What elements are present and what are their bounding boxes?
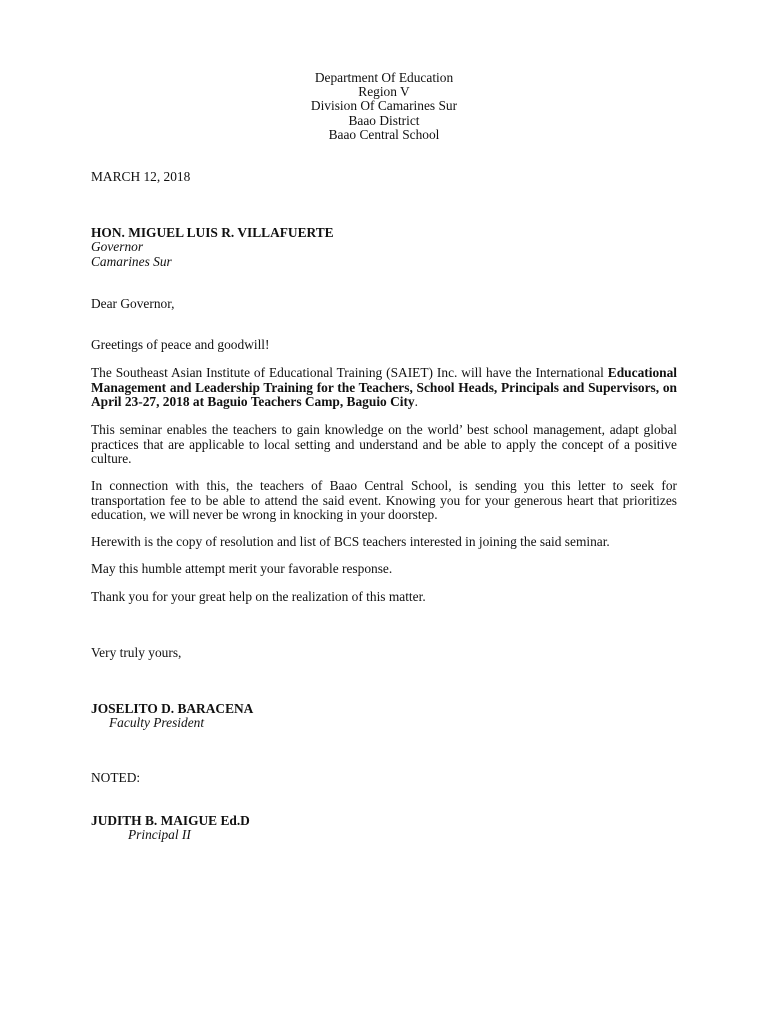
paragraph-seminar: This seminar enables the teachers to gain knowledge on the world’ best school management, adapt global practices that are applicable to local setting and understand and be able to apply the concept of a positive culture. [91, 422, 677, 467]
paragraph-thanks: Thank you for your great help on the realization of this matter. [91, 589, 426, 604]
recipient-title: Governor [91, 239, 144, 254]
noted-label: NOTED: [91, 770, 141, 785]
signatory2-title: Principal II [128, 827, 191, 842]
paragraph-response: May this humble attempt merit your favorable response. [91, 561, 393, 576]
paragraph-request: In connection with this, the teachers of Baao Central School, is sending you this letter to seek for transportation fee to be able to attend the said event. Knowing you for your generous heart that prioritizes education, we will never be wrong in knocking in your doorstep. [91, 478, 677, 523]
paragraph-event-lead: The Southeast Asian Institute of Educational Training (SAIET) Inc. will have the International [91, 365, 608, 380]
paragraph-event-end: . [414, 394, 418, 410]
letterhead-district: Baao District [348, 112, 420, 128]
signatory1-name: JOSELITO D. BARACENA [91, 701, 254, 716]
signatory2-name: JUDITH B. MAIGUE Ed.D [91, 813, 250, 828]
recipient-location: Camarines Sur [91, 254, 172, 269]
letterhead-division: Division Of Camarines Sur [310, 98, 458, 114]
greeting: Greetings of peace and goodwill! [91, 337, 270, 352]
letterhead-school: Baao Central School [328, 126, 440, 142]
salutation: Dear Governor, [91, 296, 175, 311]
paragraph-attachment: Herewith is the copy of resolution and list of BCS teachers interested in joining the said seminar. [91, 534, 610, 549]
recipient-name: HON. MIGUEL LUIS R. VILLAFUERTE [91, 225, 334, 240]
letterhead [0, 71, 768, 142]
letter-date: MARCH 12, 2018 [91, 169, 191, 184]
paragraph-event [91, 366, 677, 410]
letterhead-region: Region V [358, 84, 410, 100]
signatory1-title: Faculty President [109, 715, 205, 730]
closing: Very truly yours, [91, 645, 182, 660]
paragraph-event-highlight: Educational Management and Leadership Training for the Teachers, School Heads, Principals and Supervisors, on April 23-27, 2018 at Baguio Teachers Camp, Baguio City [91, 365, 677, 410]
letterhead-department: Department Of Education [314, 70, 454, 85]
